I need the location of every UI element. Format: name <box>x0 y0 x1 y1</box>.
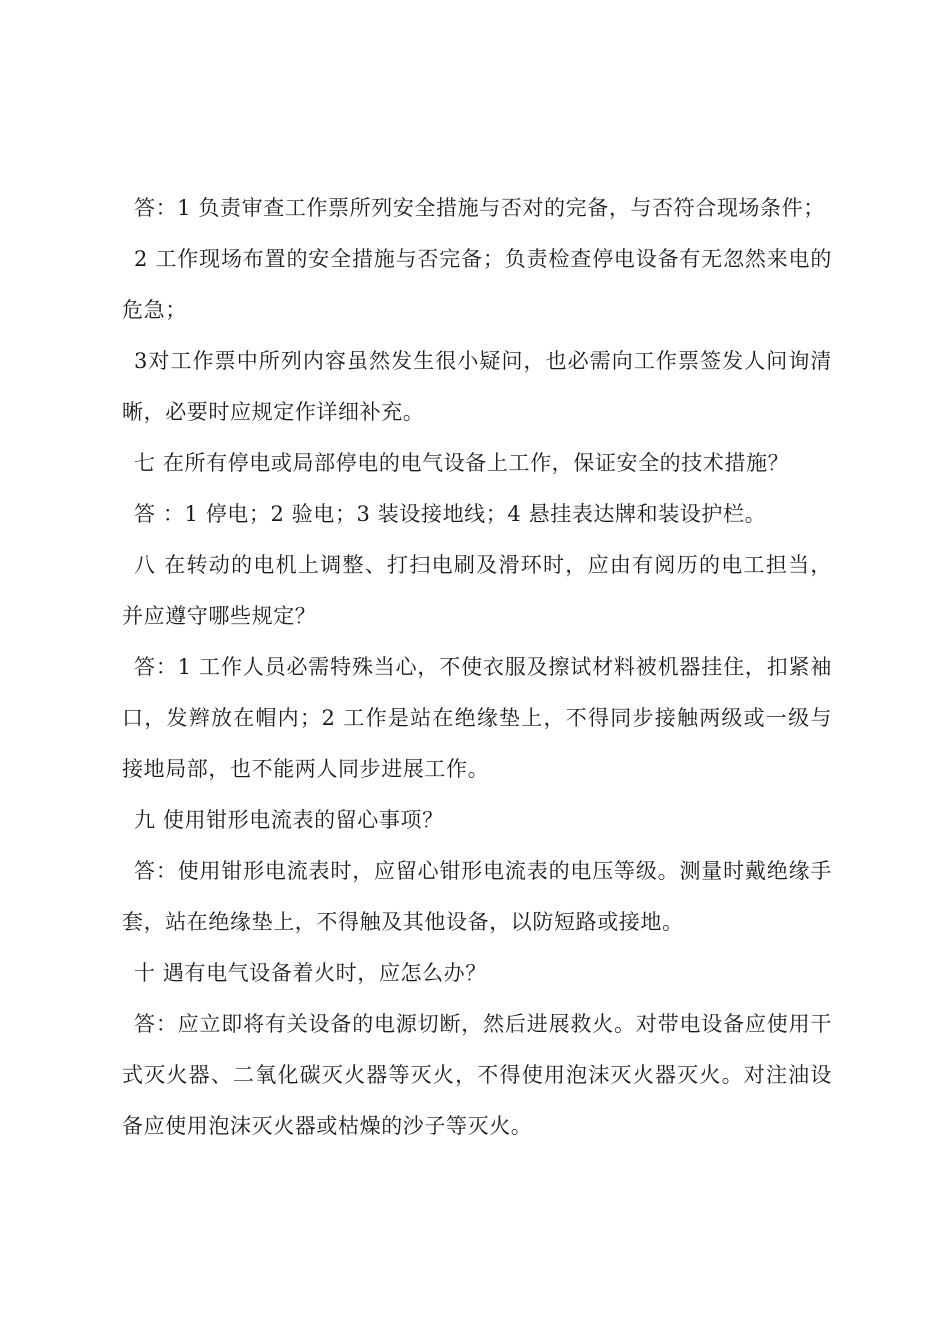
question-8: 八 在转动的电机上调整、打扫电刷及滑环时，应由有阅历的电工担当，并应遵守哪些规定？ <box>122 553 832 628</box>
question-10: 十 遇有电气设备着火时，应怎么办？ <box>134 961 487 985</box>
answer-10: 答：应立即将有关设备的电源切断，然后进展救火。对带电设备应使用干式灭火器、二氧化碳灭火器等灭火，不得使用泡沫灭火器灭火。对注油设备应使用泡沫灭火器或枯燥的沙子等灭火。 <box>122 1012 832 1138</box>
question-7: 七 在所有停电或局部停电的电气设备上工作，保证安全的技术措施？ <box>134 451 790 475</box>
paragraph-answer-3: 3对工作票中所列内容虽然发生很小疑问，也必需向工作票签发人问询清晰，必要时应规定作详细补充。 <box>122 349 832 424</box>
document-body <box>122 183 832 1152</box>
answer-9: 答：使用钳形电流表时，应留心钳形电流表的电压等级。测量时戴绝缘手套，站在绝缘垫上，不得触及其他设备，以防短路或接地。 <box>122 859 832 934</box>
answer-7: 答 ：1 停电；2 验电；3 装设接地线；4 悬挂表达牌和装设护栏。 <box>134 502 767 526</box>
paragraph-answer-2: 2 工作现场布置的安全措施与否完备；负责检查停电设备有无忽然来电的危急； <box>122 247 832 322</box>
answer-8: 答：1 工作人员必需特殊当心，不使衣服及擦试材料被机器挂住，扣紧袖口，发辫放在帽内；2 工作是站在绝缘垫上，不得同步接触两级或一级与接地局部，也不能两人同步进展工作。 <box>122 655 832 781</box>
question-9: 九 使用钳形电流表的留心事项？ <box>134 808 444 832</box>
paragraph-answer-1: 答：1 负责审查工作票所列安全措施与否对的完备，与否符合现场条件； <box>134 196 825 220</box>
